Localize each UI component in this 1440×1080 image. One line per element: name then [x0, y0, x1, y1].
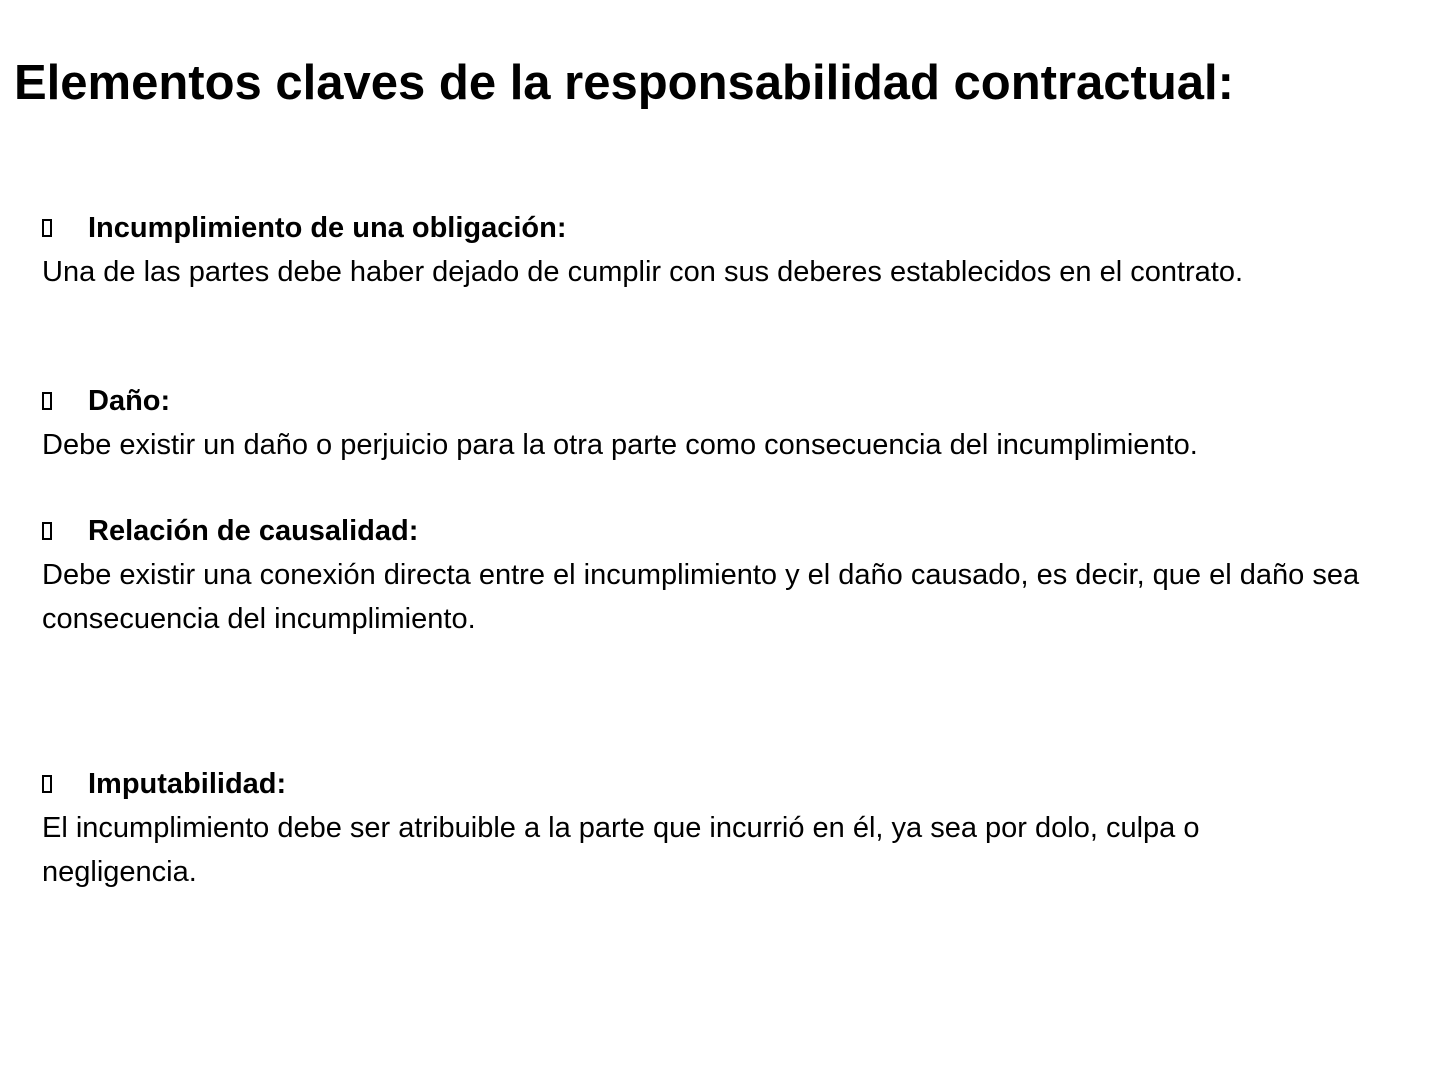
- item-heading: [42, 762, 1360, 806]
- item-title: Imputabilidad:: [88, 768, 287, 800]
- item-heading: [42, 379, 1360, 423]
- list-item-dano: [42, 379, 1360, 467]
- item-title: Incumplimiento de una obligación:: [88, 212, 567, 244]
- item-title: Relación de causalidad:: [88, 515, 419, 547]
- square-bullet-icon: [42, 775, 52, 793]
- item-description: Debe existir una conexión directa entre el incumplimiento y el daño causado, es decir, que el daño sea consecuencia del incumplimiento.: [42, 559, 1360, 635]
- item-description: Una de las partes debe haber dejado de cumplir con sus deberes establecidos en el contrato.: [42, 256, 1244, 288]
- item-description: Debe existir un daño o perjuicio para la otra parte como consecuencia del incumplimiento.: [42, 429, 1198, 461]
- list-item-incumplimiento: [42, 206, 1360, 294]
- item-title: Daño:: [88, 385, 171, 417]
- item-heading: [42, 206, 1360, 250]
- square-bullet-icon: [42, 522, 52, 540]
- list-item-imputabilidad: [42, 762, 1360, 894]
- item-heading: [42, 509, 1360, 553]
- square-bullet-icon: [42, 219, 52, 237]
- item-description: El incumplimiento debe ser atribuible a la parte que incurrió en él, ya sea por dolo, culpa o negligencia.: [42, 812, 1200, 888]
- list-item-causalidad: [42, 509, 1360, 641]
- slide-title: Elementos claves de la responsabilidad contractual:: [14, 56, 1234, 110]
- square-bullet-icon: [42, 392, 52, 410]
